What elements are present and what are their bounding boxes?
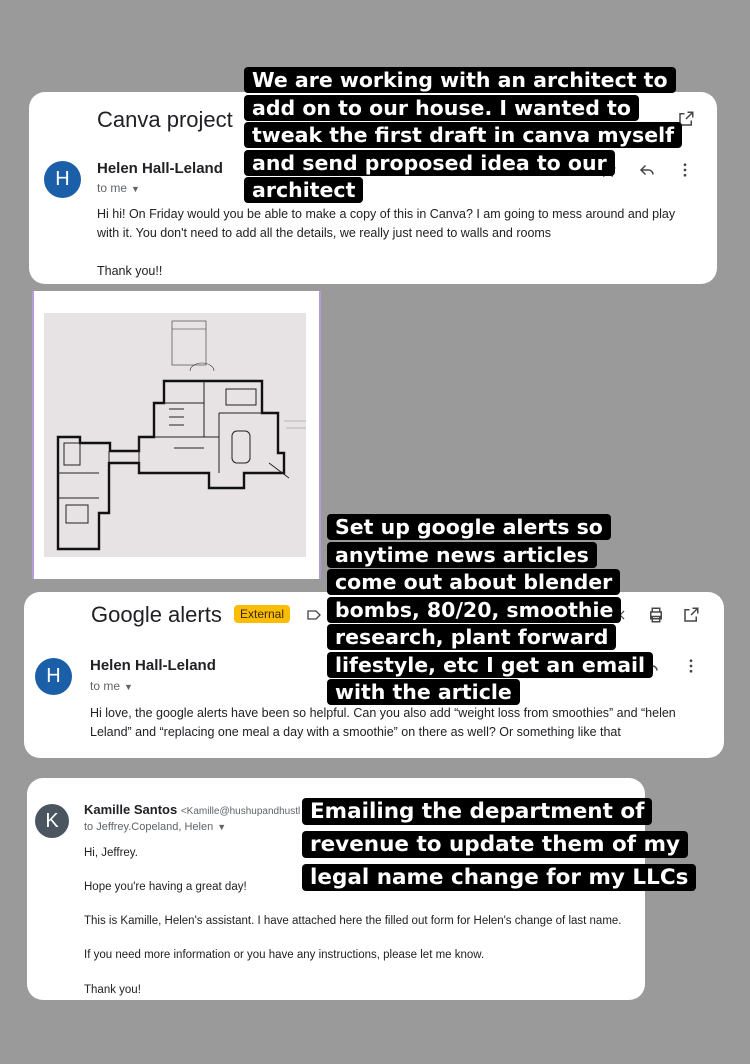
email-subject: Google alerts	[91, 602, 222, 627]
sender-email: <Kamille@hushupandhustl	[180, 806, 301, 817]
caret-down-icon: ▼	[131, 184, 140, 194]
email-subject: Canva project	[97, 107, 233, 132]
email-body-line: Hope you're having a great day!	[84, 881, 247, 893]
avatar-letter: H	[55, 168, 70, 190]
floor-plan-attachment[interactable]	[32, 291, 321, 579]
sender-display-name: Kamille Santos	[84, 802, 178, 817]
avatar	[35, 804, 69, 838]
avatar	[35, 658, 72, 695]
email-signoff: Thank you!	[84, 984, 141, 996]
email-greeting: Hi, Jeffrey.	[84, 847, 138, 859]
print-icon[interactable]	[645, 604, 667, 626]
caption-text: Emailing the department of revenue to update them of my legal name change for my LLCs	[302, 798, 696, 891]
recipients-label: to me	[97, 181, 128, 195]
caret-down-icon: ▼	[217, 822, 227, 832]
floor-plan-image	[44, 313, 306, 557]
recipients-toggle[interactable]	[90, 679, 133, 693]
sender-name[interactable]: Helen Hall-Leland	[90, 657, 216, 674]
recipients-label: to me	[90, 679, 121, 693]
sender-name[interactable]: Helen Hall-Leland	[97, 160, 223, 177]
caption-text: Set up google alerts so anytime news articles come out about blender bombs, 80/20, smoothie research, plant forward lifestyle, etc I get an email with the article	[327, 514, 653, 705]
label-icon[interactable]	[304, 605, 324, 625]
avatar-letter: H	[46, 665, 61, 687]
email-body-signoff: Thank you!!	[97, 264, 163, 278]
email-body-line: This is Kamille, Helen's assistant. I have attached here the filled out form for Helen's change of last name.	[84, 915, 622, 927]
email-body-line: If you need more information or you have any instructions, please let me know.	[84, 949, 485, 961]
caret-down-icon: ▼	[124, 682, 133, 692]
open-in-new-icon[interactable]	[680, 604, 702, 626]
caption-architect	[244, 67, 684, 205]
avatar-letter: K	[45, 809, 59, 832]
more-vert-icon[interactable]	[680, 655, 702, 677]
caption-name-change	[302, 795, 702, 894]
avatar	[44, 161, 81, 198]
recipients-label: to Jeffrey.Copeland, Helen	[84, 821, 214, 833]
caption-text: We are working with an architect to add on to our house. I wanted to tweak the first draft in canva myself and send proposed idea to our architect	[244, 67, 682, 203]
external-badge: External	[234, 605, 290, 623]
sender-name[interactable]	[84, 802, 300, 817]
recipients-toggle[interactable]	[97, 181, 140, 195]
email-body-paragraph: Hi love, the google alerts have been so helpful. Can you also add “weight loss from smoothies” and “helen Leland” and “replacing one meal a day with a smoothie” on there as well? Or something like that	[90, 706, 676, 739]
caption-google-alerts	[327, 514, 647, 707]
email-body-paragraph: Hi hi! On Friday would you be able to make a copy of this in Canva? I am going to mess around and play with it. You don't need to add all the details, we really just need to walls and rooms	[97, 207, 676, 240]
recipients-toggle[interactable]	[84, 821, 226, 833]
